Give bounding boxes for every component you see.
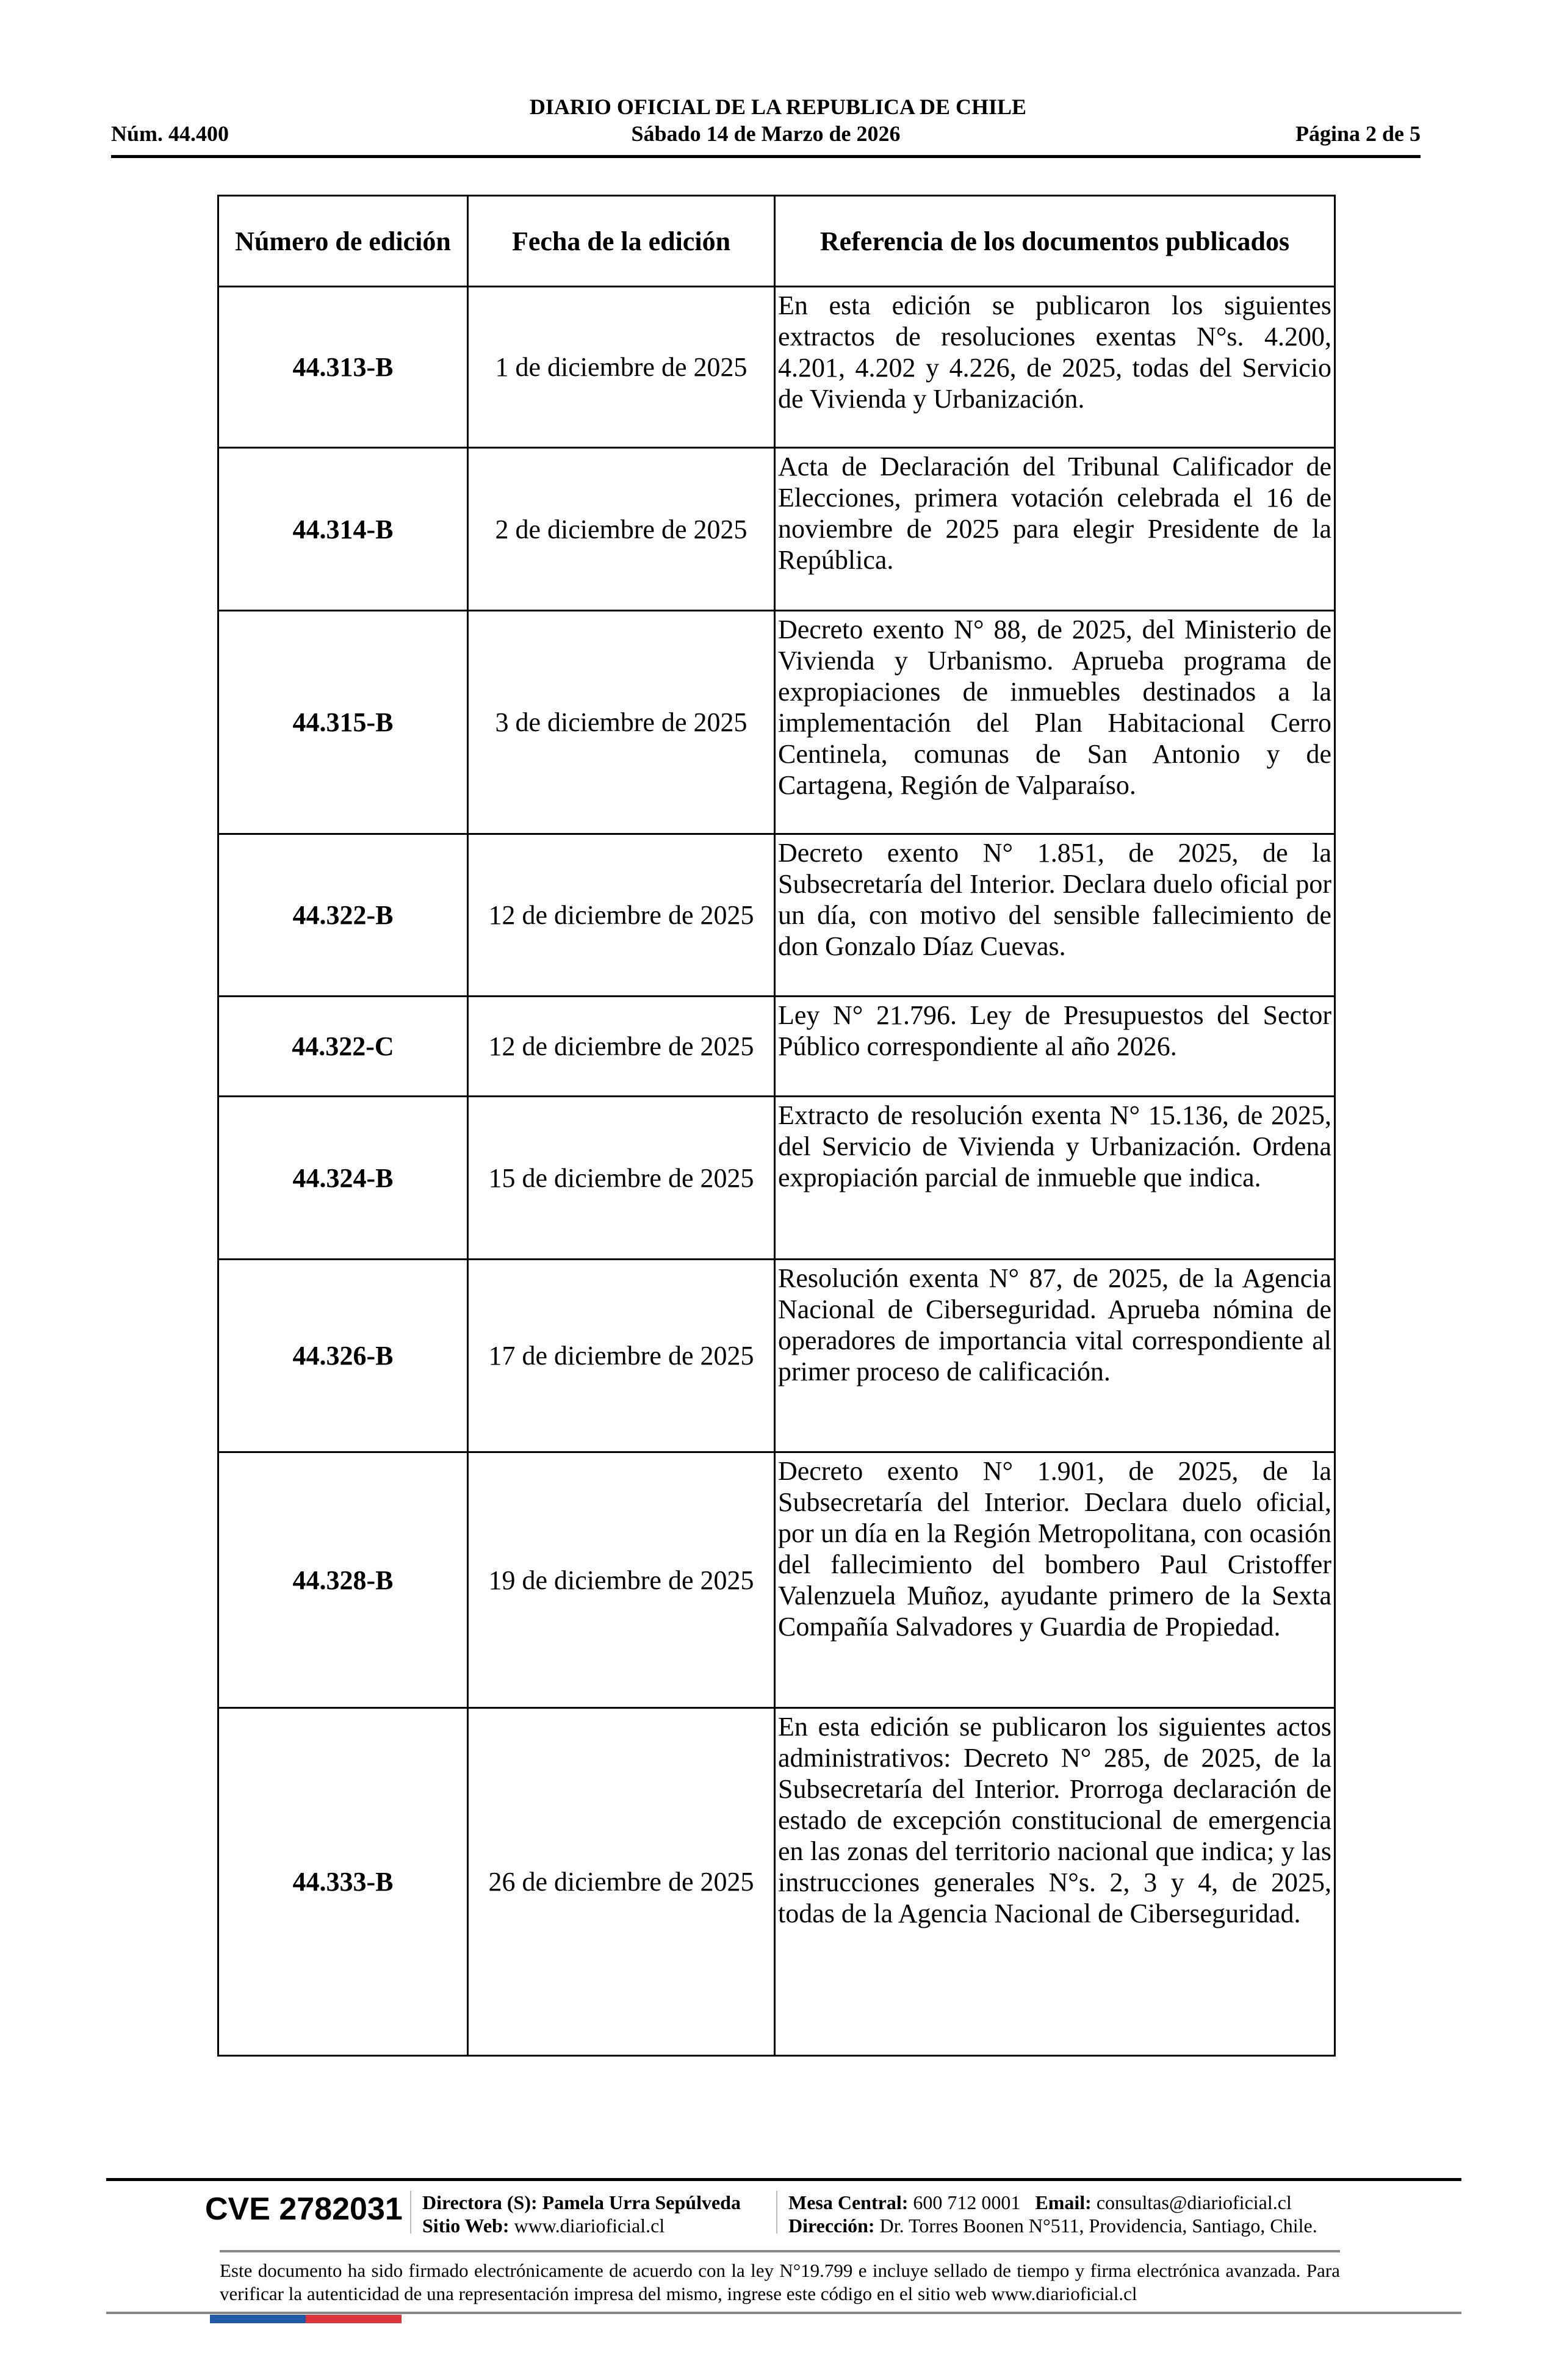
footer-contact-left (422, 2191, 741, 2237)
issue-number: Núm. 44.400 (111, 121, 229, 146)
footer-bottom-rule (106, 2312, 1461, 2314)
document-reference: Extracto de resolución exenta N° 15.136, de 2025, del Servicio de Vivienda y Urbanización. Ordena expropiación parcial de inmueble que indica. (775, 1097, 1335, 1260)
director-name: Pamela Urra Sepúlveda (542, 2191, 741, 2213)
document-reference: Resolución exenta N° 87, de 2025, de la Agencia Nacional de Ciberseguridad. Aprueba nómina de operadores de importancia vital correspondiente al primer proceso de calificación. (775, 1260, 1335, 1452)
web-link[interactable]: www.diarioficial.cl (514, 2215, 665, 2237)
signature-disclaimer: Este documento ha sido firmado electrónicamente de acuerdo con la ley N°19.799 e incluye sellado de tiempo y firma electrónica avanzada. Para verificar la autenticidad de una representación impresa del mismo, ingrese este código en el sitio web www.diarioficial.cl (220, 2260, 1340, 2304)
table-row (218, 1708, 1335, 2056)
column-header-edition: Número de edición (218, 196, 468, 287)
document-reference: Decreto exento N° 88, de 2025, del Ministerio de Vivienda y Urbanismo. Aprueba programa de expropiaciones de inmuebles destinados a la implementación del Plan Habitacional Cerro Centinela, comunas de San Antonio y de Cartagena, Región de Valparaíso. (775, 611, 1335, 834)
edition-number: 44.315-B (218, 611, 468, 834)
table-row (218, 287, 1335, 448)
document-reference: En esta edición se publicaron los siguientes actos administrativos: Decreto N° 285, de 2025, de la Subsecretaría del Interior. Prorroga declaración de estado de excepción constitucional de emergencia en las zonas del territorio nacional que indica; y las instrucciones generales N°s. 2, 3 y 4, de 2025, todas de la Agencia Nacional de Ciberseguridad. (775, 1708, 1335, 2056)
phone-label: Mesa Central: (788, 2191, 909, 2213)
director-label: Directora (S): (422, 2191, 538, 2213)
column-header-date: Fecha de la edición (468, 196, 775, 287)
edition-number: 44.328-B (218, 1452, 468, 1708)
document-reference: Decreto exento N° 1.901, de 2025, de la Subsecretaría del Interior. Declara duelo oficial, por un día en la Región Metropolitana, con ocasión del fallecimiento del bombero Paul Cristoffer Valenzuela Muñoz, ayudante primero de la Sexta Compañía Salvadores y Guardia de Propiedad. (775, 1452, 1335, 1708)
edition-number: 44.333-B (218, 1708, 468, 2056)
address: Dr. Torres Boonen N°511, Providencia, Santiago, Chile. (879, 2215, 1317, 2237)
editions-table (217, 195, 1336, 2057)
footer-contact-right (788, 2191, 1317, 2237)
newspaper-title: DIARIO OFICIAL DE LA REPUBLICA DE CHILE (529, 95, 1027, 119)
edition-number: 44.322-C (218, 997, 468, 1097)
edition-number: 44.322-B (218, 834, 468, 997)
edition-number: 44.314-B (218, 448, 468, 611)
edition-date: 2 de diciembre de 2025 (468, 448, 775, 611)
footer-rule (106, 2178, 1461, 2181)
footer-divider (776, 2191, 777, 2234)
edition-date: 12 de diciembre de 2025 (468, 997, 775, 1097)
email-link[interactable]: consultas@diarioficial.cl (1096, 2191, 1292, 2213)
edition-date: 26 de diciembre de 2025 (468, 1708, 775, 2056)
table-row (218, 448, 1335, 611)
edition-number: 44.313-B (218, 287, 468, 448)
table-row (218, 1260, 1335, 1452)
document-reference: Decreto exento N° 1.851, de 2025, de la Subsecretaría del Interior. Declara duelo oficial por un día, con motivo del sensible fallecimiento de don Gonzalo Díaz Cuevas. (775, 834, 1335, 997)
footer-divider (410, 2191, 411, 2234)
footer-separator (220, 2250, 1340, 2252)
table-row (218, 611, 1335, 834)
edition-date: 17 de diciembre de 2025 (468, 1260, 775, 1452)
address-label: Dirección: (788, 2215, 875, 2237)
edition-date: 3 de diciembre de 2025 (468, 611, 775, 834)
issue-date: Sábado 14 de Marzo de 2026 (631, 121, 901, 146)
page-number: Página 2 de 5 (1295, 121, 1421, 146)
table-row (218, 1452, 1335, 1708)
edition-date: 15 de diciembre de 2025 (468, 1097, 775, 1260)
document-reference: Acta de Declaración del Tribunal Calificador de Elecciones, primera votación celebrada el 16 de noviembre de 2025 para elegir Presidente de la República. (775, 448, 1335, 611)
phone: 600 712 0001 (913, 2191, 1021, 2213)
table-row (218, 834, 1335, 997)
document-reference: Ley N° 21.796. Ley de Presupuestos del Sector Público correspondiente al año 2026. (775, 997, 1335, 1097)
table-row (218, 1097, 1335, 1260)
edition-number: 44.326-B (218, 1260, 468, 1452)
flag-stripe-red (306, 2315, 402, 2323)
web-label: Sitio Web: (422, 2215, 510, 2237)
document-reference: En esta edición se publicaron los siguientes extractos de resoluciones exentas N°s. 4.200, 4.201, 4.202 y 4.226, de 2025, todas del Servicio de Vivienda y Urbanización. (775, 287, 1335, 448)
header-rule (111, 155, 1421, 158)
edition-date: 19 de diciembre de 2025 (468, 1452, 775, 1708)
edition-number: 44.324-B (218, 1097, 468, 1260)
table-row (218, 997, 1335, 1097)
column-header-reference: Referencia de los documentos publicados (775, 196, 1335, 287)
edition-date: 1 de diciembre de 2025 (468, 287, 775, 448)
edition-date: 12 de diciembre de 2025 (468, 834, 775, 997)
flag-stripe-blue (210, 2315, 306, 2323)
cve-code: CVE 2782031 (205, 2191, 403, 2227)
email-label: Email: (1035, 2191, 1092, 2213)
